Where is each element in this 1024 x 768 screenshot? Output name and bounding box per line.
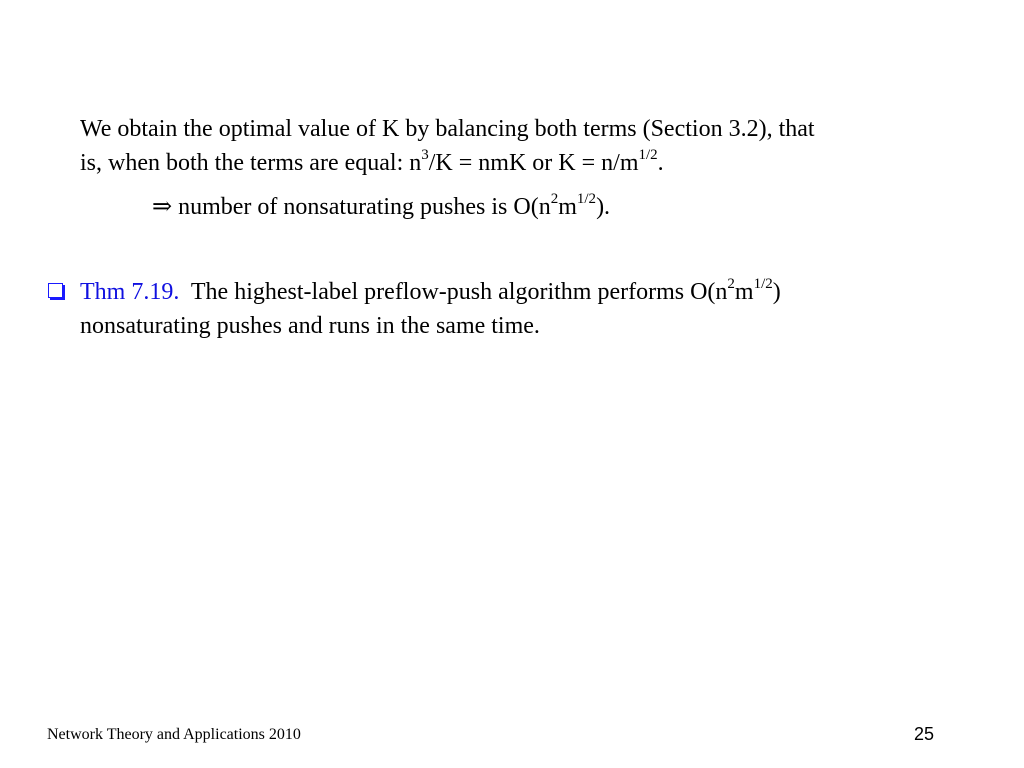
superscript: 1/2 — [753, 276, 773, 292]
text-span: nonsaturating pushes and runs in the same time. — [80, 313, 540, 339]
theorem-paragraph — [80, 275, 781, 343]
text-span: We obtain the optimal value of K by balancing both terms (Section 3.2), that — [80, 116, 815, 142]
superscript: 2 — [550, 191, 559, 207]
theorem-line-1 — [80, 275, 781, 309]
text-span: ). — [596, 194, 611, 220]
page-number: 25 — [914, 724, 935, 744]
paragraph-line-1 — [80, 112, 815, 146]
checkbox-bullet-icon — [48, 283, 63, 298]
footer-title: Network Theory and Applications 2010 — [47, 726, 301, 743]
superscript: 1/2 — [638, 147, 658, 163]
text-span: /K = nmK or K = n/m — [428, 150, 639, 176]
paragraph-optimal-k — [80, 112, 815, 180]
paragraph-line-2 — [80, 146, 815, 180]
text-span: The highest-label preflow-push algorithm performs O(n — [179, 279, 728, 305]
text-span: m — [558, 194, 577, 220]
text-span: m — [734, 279, 754, 305]
theorem-label: Thm 7.19. — [80, 279, 180, 305]
superscript: 2 — [727, 276, 735, 292]
superscript: 1/2 — [576, 191, 597, 207]
text-span: is, when both the terms are equal: n — [80, 150, 422, 176]
text-span: number of nonsaturating pushes is O(n — [172, 194, 551, 220]
superscript: 3 — [421, 147, 429, 163]
theorem-line-2 — [80, 309, 781, 343]
text-span: . — [657, 150, 664, 176]
implication-line — [152, 190, 610, 224]
implies-arrow-icon: ⇒ — [152, 194, 173, 220]
text-span: ) — [772, 279, 781, 305]
